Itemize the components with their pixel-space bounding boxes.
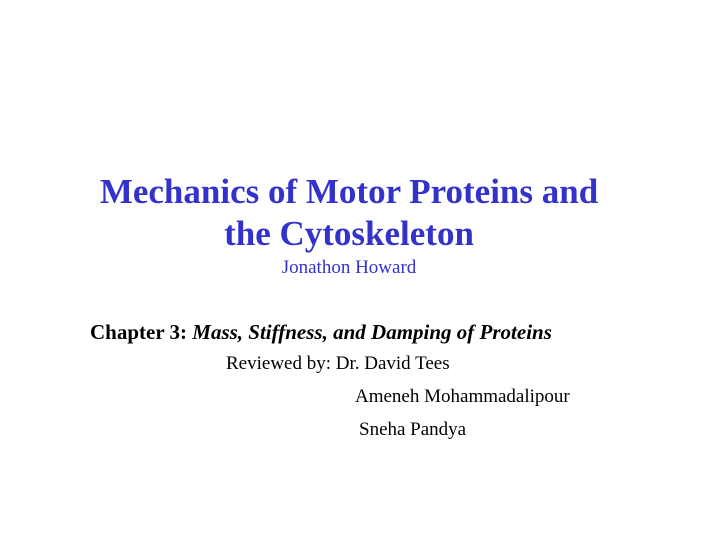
chapter-label: Chapter 3: <box>90 320 188 344</box>
reviewer-name-3: Sneha Pandya <box>359 419 467 440</box>
author-name: Jonathon Howard <box>281 257 417 278</box>
reviewer-name-2: Ameneh Mohammadalipour <box>355 386 570 407</box>
reviewed-by-line: Reviewed by: Dr. David Tees <box>226 353 450 374</box>
chapter-title: Mass, Stiffness, and Damping of Proteins <box>192 320 552 344</box>
slide-title-line-2: the Cytoskeleton <box>224 214 474 253</box>
chapter-heading <box>90 318 552 346</box>
slide-title-line-1: Mechanics of Motor Proteins and <box>99 172 599 211</box>
